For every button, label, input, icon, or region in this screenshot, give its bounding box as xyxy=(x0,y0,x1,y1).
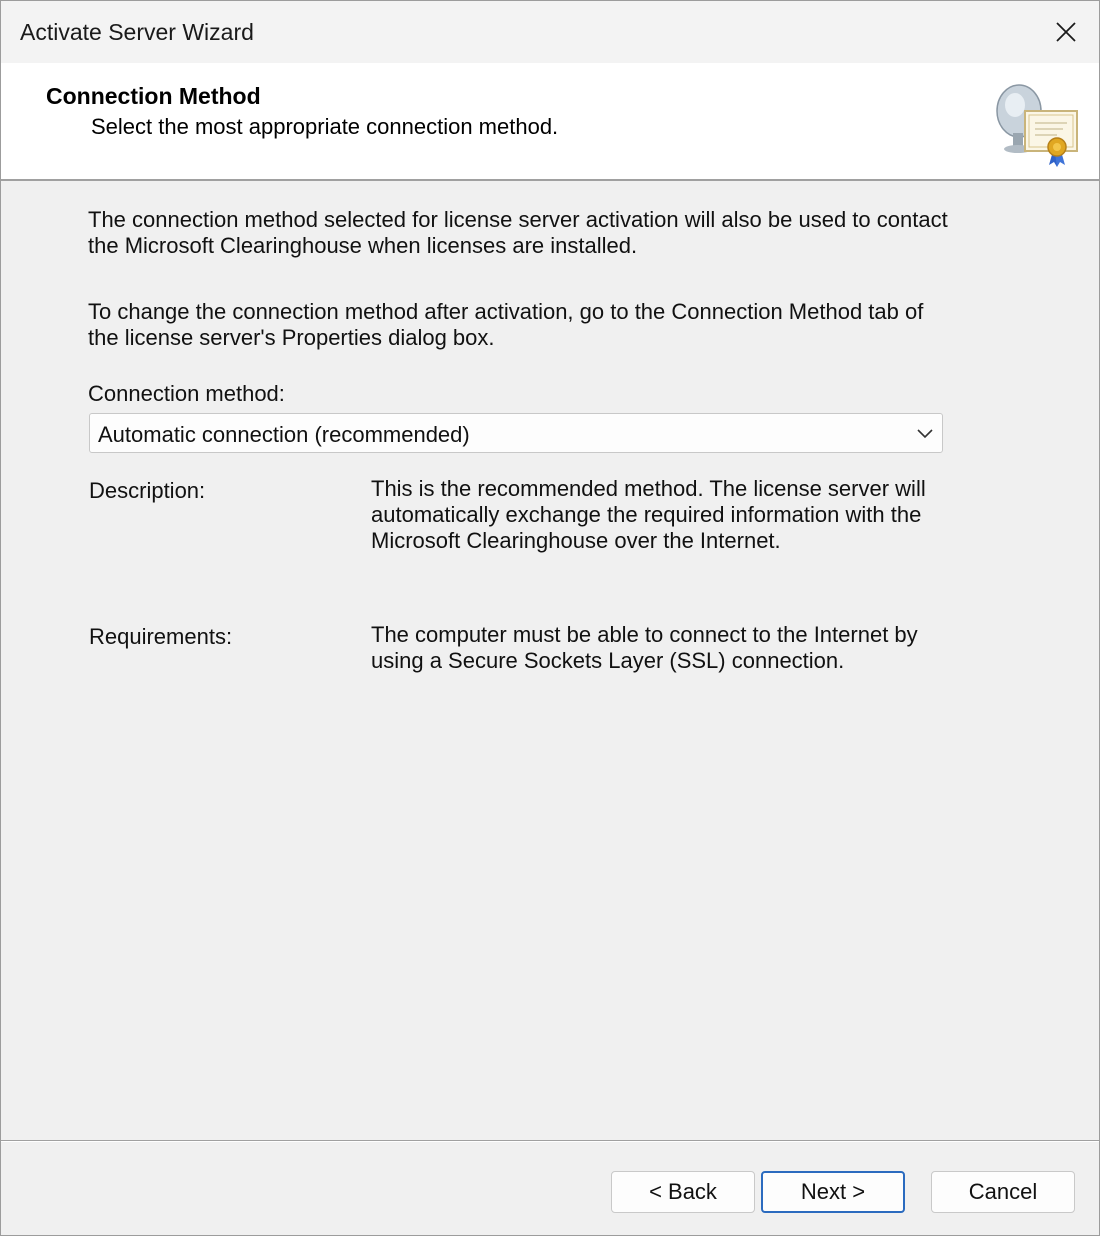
change-method-paragraph xyxy=(88,299,948,351)
connection-method-label: Connection method: xyxy=(88,381,285,406)
cancel-button[interactable]: Cancel xyxy=(931,1171,1075,1213)
footer-divider xyxy=(1,1140,1099,1142)
title-bar[interactable] xyxy=(1,1,1099,63)
next-button[interactable]: Next > xyxy=(761,1171,905,1213)
intro-line-1: The connection method selected for license server activation will also be used to contact xyxy=(88,207,948,232)
page-title: Connection Method xyxy=(46,83,261,109)
wizard-header xyxy=(1,63,1099,181)
chevron-down-icon xyxy=(916,426,934,440)
connection-method-dropdown[interactable] xyxy=(89,413,943,453)
intro-line-2: the Microsoft Clearinghouse when licenses are installed. xyxy=(88,233,638,258)
description-label: Description: xyxy=(89,478,206,503)
connection-method-selected-value: Automatic connection (recommended) xyxy=(98,422,470,447)
change-method-line-1: To change the connection method after activation, go to the Connection Method tab of xyxy=(88,299,924,324)
license-certificate-icon xyxy=(991,77,1083,169)
requirements-text: The computer must be able to connect to the Internet by using a Secure Sockets Layer (SSL) connection. xyxy=(371,622,918,673)
change-method-line-2: the license server's Properties dialog box. xyxy=(88,325,495,350)
window-title: Activate Server Wizard xyxy=(20,19,254,45)
close-button[interactable] xyxy=(1033,1,1099,63)
back-button[interactable]: < Back xyxy=(611,1171,755,1213)
page-subtitle: Select the most appropriate connection method. xyxy=(91,114,559,139)
requirements-label: Requirements: xyxy=(89,624,233,649)
description-text: This is the recommended method. The license server will automatically exchange the required information with the Microsoft Clearinghouse over the Internet. xyxy=(371,476,926,553)
intro-paragraph xyxy=(88,207,948,259)
close-icon xyxy=(1055,21,1077,43)
